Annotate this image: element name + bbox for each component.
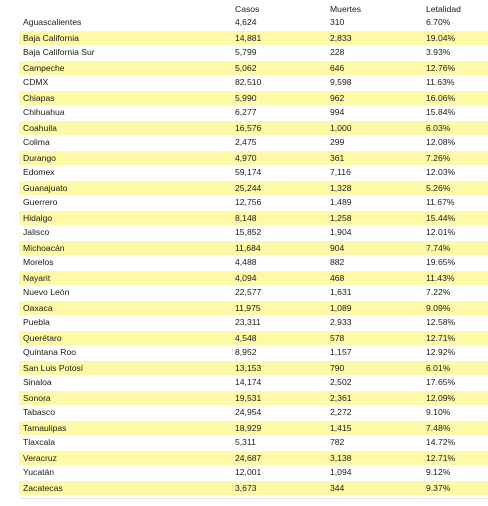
cell-letalidad: 16.06% (422, 90, 488, 105)
cell-letalidad: 17.65% (422, 375, 488, 390)
cell-estado: Zacatecas (19, 480, 231, 495)
table-row (19, 135, 488, 150)
cell-muertes: 2,933 (326, 315, 422, 330)
table-row (19, 375, 488, 390)
cell-estado: San Luis Potosí (19, 360, 231, 375)
cell-letalidad: 19.65% (422, 255, 488, 270)
table-row (19, 225, 488, 240)
cell-muertes: 578 (326, 330, 422, 345)
cell-casos: 13,153 (231, 360, 326, 375)
table-row (19, 75, 488, 90)
table-header (19, 0, 488, 15)
cell-casos: 3,673 (231, 480, 326, 495)
cell-letalidad: 12.09% (422, 390, 488, 405)
cell-casos: 8,148 (231, 210, 326, 225)
cell-casos: 82,510 (231, 75, 326, 90)
table-row (19, 450, 488, 465)
table-bottom-divider (19, 498, 488, 499)
cell-casos: 19,531 (231, 390, 326, 405)
cell-estado: Sonora (19, 390, 231, 405)
cell-muertes: 904 (326, 240, 422, 255)
cell-estado: Aguascalientes (19, 15, 231, 30)
table-row (19, 315, 488, 330)
cell-estado: Quintana Roo (19, 345, 231, 360)
cell-estado: Tabasco (19, 405, 231, 420)
cell-casos: 12,001 (231, 465, 326, 480)
cell-letalidad: 12.92% (422, 345, 488, 360)
table-row (19, 30, 488, 45)
cell-casos: 4,488 (231, 255, 326, 270)
cell-muertes: 344 (326, 480, 422, 495)
cell-casos: 2,475 (231, 135, 326, 150)
table-row (19, 165, 488, 180)
header-muertes: Muertes (330, 4, 362, 14)
cell-letalidad: 11.63% (422, 75, 488, 90)
cell-muertes: 1,415 (326, 420, 422, 435)
cell-muertes: 228 (326, 45, 422, 60)
cell-letalidad: 3.93% (422, 45, 488, 60)
table-row (19, 270, 488, 285)
cell-estado: Morelos (19, 255, 231, 270)
cell-muertes: 962 (326, 90, 422, 105)
cell-casos: 14,881 (231, 30, 326, 45)
cell-casos: 4,094 (231, 270, 326, 285)
cell-casos: 4,548 (231, 330, 326, 345)
cell-letalidad: 12.08% (422, 135, 488, 150)
cell-muertes: 2,361 (326, 390, 422, 405)
cell-estado: Guerrero (19, 195, 231, 210)
table-row (19, 120, 488, 135)
cell-casos: 23,311 (231, 315, 326, 330)
table-row (19, 240, 488, 255)
cell-muertes: 3,138 (326, 450, 422, 465)
table-row (19, 345, 488, 360)
cell-casos: 24,687 (231, 450, 326, 465)
cell-casos: 12,756 (231, 195, 326, 210)
cell-estado: Colima (19, 135, 231, 150)
cell-muertes: 2,833 (326, 30, 422, 45)
cell-estado: Sinaloa (19, 375, 231, 390)
cell-letalidad: 7.74% (422, 240, 488, 255)
cell-casos: 5,990 (231, 90, 326, 105)
cell-letalidad: 12.71% (422, 450, 488, 465)
table-row (19, 45, 488, 60)
cell-estado: Oaxaca (19, 300, 231, 315)
cell-casos: 5,311 (231, 435, 326, 450)
cell-casos: 11,684 (231, 240, 326, 255)
cell-muertes: 1,157 (326, 345, 422, 360)
cell-letalidad: 15.84% (422, 105, 488, 120)
cell-muertes: 2,502 (326, 375, 422, 390)
covid-state-table (19, 0, 488, 495)
table-row (19, 105, 488, 120)
cell-estado: Tamaulipas (19, 420, 231, 435)
table-body (19, 15, 488, 495)
cell-casos: 59,174 (231, 165, 326, 180)
cell-letalidad: 19.04% (422, 30, 488, 45)
table-row (19, 285, 488, 300)
table-row (19, 405, 488, 420)
cell-casos: 15,852 (231, 225, 326, 240)
cell-casos: 11,975 (231, 300, 326, 315)
table-row (19, 300, 488, 315)
cell-letalidad: 12.71% (422, 330, 488, 345)
header-state (19, 0, 231, 15)
cell-muertes: 790 (326, 360, 422, 375)
cell-muertes: 1,328 (326, 180, 422, 195)
cell-letalidad: 11.67% (422, 195, 488, 210)
cell-letalidad: 9.10% (422, 405, 488, 420)
cell-casos: 4,970 (231, 150, 326, 165)
cell-muertes: 310 (326, 15, 422, 30)
cell-letalidad: 7.48% (422, 420, 488, 435)
cell-estado: CDMX (19, 75, 231, 90)
cell-estado: Hidalgo (19, 210, 231, 225)
header-row (19, 0, 488, 15)
cell-muertes: 1,258 (326, 210, 422, 225)
cell-estado: Michoacán (19, 240, 231, 255)
cell-letalidad: 6.01% (422, 360, 488, 375)
cell-letalidad: 14.72% (422, 435, 488, 450)
cell-letalidad: 12.58% (422, 315, 488, 330)
cell-casos: 16,576 (231, 120, 326, 135)
cell-letalidad: 6.03% (422, 120, 488, 135)
cell-casos: 18,929 (231, 420, 326, 435)
cell-estado: Guanajuato (19, 180, 231, 195)
cell-estado: Yucatán (19, 465, 231, 480)
cell-estado: Puebla (19, 315, 231, 330)
cell-casos: 6,277 (231, 105, 326, 120)
cell-letalidad: 5.26% (422, 180, 488, 195)
cell-estado: Jalisco (19, 225, 231, 240)
data-table-container (19, 0, 488, 495)
cell-muertes: 1,094 (326, 465, 422, 480)
cell-letalidad: 11.43% (422, 270, 488, 285)
table-row (19, 435, 488, 450)
cell-letalidad: 9.09% (422, 300, 488, 315)
cell-letalidad: 7.22% (422, 285, 488, 300)
cell-muertes: 1,904 (326, 225, 422, 240)
cell-letalidad: 15.44% (422, 210, 488, 225)
table-row (19, 255, 488, 270)
cell-muertes: 1,489 (326, 195, 422, 210)
cell-estado: Edomex (19, 165, 231, 180)
table-row (19, 150, 488, 165)
table-row (19, 210, 488, 225)
table-row (19, 90, 488, 105)
table-row (19, 180, 488, 195)
cell-letalidad: 12.01% (422, 225, 488, 240)
cell-letalidad: 7.26% (422, 150, 488, 165)
table-row (19, 330, 488, 345)
cell-muertes: 882 (326, 255, 422, 270)
table-row (19, 60, 488, 75)
header-casos: Casos (235, 4, 260, 14)
cell-casos: 24,954 (231, 405, 326, 420)
cell-estado: Durango (19, 150, 231, 165)
table-row (19, 420, 488, 435)
cell-muertes: 782 (326, 435, 422, 450)
cell-estado: Chiapas (19, 90, 231, 105)
cell-muertes: 2,272 (326, 405, 422, 420)
table-row (19, 465, 488, 480)
cell-muertes: 1,000 (326, 120, 422, 135)
cell-muertes: 1,089 (326, 300, 422, 315)
cell-letalidad: 9.12% (422, 465, 488, 480)
table-row (19, 480, 488, 495)
cell-letalidad: 9.37% (422, 480, 488, 495)
cell-letalidad: 12.03% (422, 165, 488, 180)
cell-casos: 22,577 (231, 285, 326, 300)
cell-estado: Coahuila (19, 120, 231, 135)
cell-estado: Tlaxcala (19, 435, 231, 450)
cell-estado: Querétaro (19, 330, 231, 345)
cell-estado: Baja California Sur (19, 45, 231, 60)
cell-estado: Baja California (19, 30, 231, 45)
cell-letalidad: 6.70% (422, 15, 488, 30)
table-row (19, 15, 488, 30)
table-row (19, 195, 488, 210)
cell-letalidad: 12.76% (422, 60, 488, 75)
cell-muertes: 994 (326, 105, 422, 120)
cell-casos: 8,952 (231, 345, 326, 360)
cell-casos: 4,624 (231, 15, 326, 30)
cell-estado: Campeche (19, 60, 231, 75)
header-letalidad: Letalidad (426, 4, 461, 14)
cell-estado: Nayarit (19, 270, 231, 285)
cell-casos: 25,244 (231, 180, 326, 195)
cell-muertes: 7,116 (326, 165, 422, 180)
cell-muertes: 646 (326, 60, 422, 75)
cell-muertes: 299 (326, 135, 422, 150)
cell-casos: 14,174 (231, 375, 326, 390)
cell-muertes: 361 (326, 150, 422, 165)
cell-estado: Nuevo León (19, 285, 231, 300)
cell-estado: Veracruz (19, 450, 231, 465)
cell-casos: 5,799 (231, 45, 326, 60)
cell-muertes: 1,631 (326, 285, 422, 300)
cell-muertes: 9,598 (326, 75, 422, 90)
cell-estado: Chihuahua (19, 105, 231, 120)
table-row (19, 390, 488, 405)
cell-casos: 5,062 (231, 60, 326, 75)
cell-muertes: 468 (326, 270, 422, 285)
table-row (19, 360, 488, 375)
